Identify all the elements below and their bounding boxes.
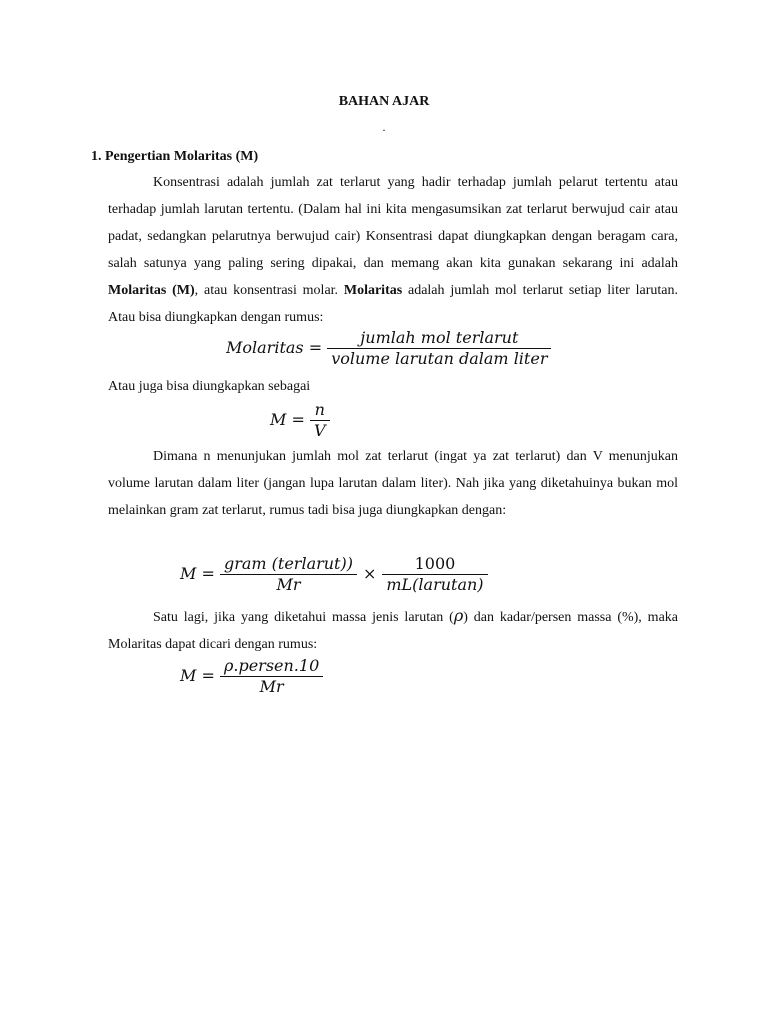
p1-text-a: Konsentrasi adalah jumlah zat terlarut yang hadir terhadap jumlah pelarut tertentu atau terhadap jumlah larutan tertentu. (Dalam hal ini kita mengasumsikan zat terlarut berwujud cair atau padat, sedangkan pelarutnya berwujud cair) Konsentrasi dapat diungkapkan dengan beragam cara, salah satunya yang paling sering dipakai, dan memang akan kita gunakan sekarang ini adalah bbox=[108, 175, 678, 271]
eq3-fraction-2 bbox=[382, 554, 487, 595]
eq3-numerator-1: gram (terlarut)) bbox=[220, 554, 357, 575]
p1-text-e: adalah jumlah mol terlarut setiap liter larutan. Atau bisa diungkapkan dengan rumus: bbox=[108, 283, 679, 325]
eq1-denominator: volume larutan dalam liter bbox=[331, 349, 548, 368]
equation-m-n-v bbox=[270, 400, 330, 441]
paragraph-explanation bbox=[108, 443, 678, 524]
eq3-lhs: M = bbox=[180, 564, 215, 583]
equation-gram bbox=[180, 554, 488, 595]
eq2-numerator: n bbox=[310, 400, 330, 421]
p2-text: Dimana n menunjukan jumlah mol zat terlarut (ingat ya zat terlarut) dan V menunjukan volume larutan dalam liter (jangan lupa larutan dalam liter). Nah jika yang diketahuinya bukan mol melainkan gram zat terlarut, rumus tadi bisa juga diungkapkan dengan: bbox=[108, 449, 678, 518]
eq4-numerator: ρ.persen.10 bbox=[220, 656, 323, 677]
p1-bold-molaritas: Molaritas bbox=[343, 283, 403, 298]
rho-symbol: ρ bbox=[453, 606, 464, 625]
eq3-numerator-2: 1000 bbox=[382, 554, 487, 575]
eq3-fraction-1 bbox=[220, 554, 357, 595]
paragraph-density bbox=[108, 602, 678, 658]
p1-bold-molaritas-m: Molaritas (M) bbox=[108, 283, 195, 298]
eq4-lhs: M = bbox=[180, 666, 215, 685]
eq1-lhs: Molaritas = bbox=[226, 338, 323, 357]
equation-density bbox=[180, 656, 323, 697]
eq1-numerator: jumlah mol terlarut bbox=[327, 328, 551, 349]
eq2-fraction bbox=[310, 400, 330, 441]
p3-text-b: ) dan kadar/persen massa (%), maka Molaritas dapat dicari dengan rumus: bbox=[108, 610, 678, 652]
equation-molaritas bbox=[226, 328, 551, 370]
times-sign: × bbox=[362, 564, 377, 583]
paragraph-definition bbox=[108, 169, 678, 331]
eq3-denominator-1: Mr bbox=[276, 575, 301, 594]
section-heading: 1. Pengertian Molaritas (M) bbox=[91, 149, 259, 164]
eq4-denominator: Mr bbox=[259, 677, 284, 696]
eq1-fraction bbox=[327, 328, 551, 369]
p3-text-a: Satu lagi, jika yang diketahui massa jenis larutan ( bbox=[153, 610, 454, 625]
text-alternative: Atau juga bisa diungkapkan sebagai bbox=[108, 379, 311, 394]
eq2-denominator: V bbox=[313, 421, 326, 440]
eq3-denominator-2: mL(larutan) bbox=[386, 575, 484, 594]
eq4-fraction bbox=[220, 656, 323, 697]
p1-text-c: , atau konsentrasi molar. bbox=[194, 283, 344, 298]
document-title: BAHAN AJAR bbox=[338, 94, 430, 109]
eq2-lhs: M = bbox=[270, 410, 305, 429]
title-dot: . bbox=[382, 120, 386, 134]
